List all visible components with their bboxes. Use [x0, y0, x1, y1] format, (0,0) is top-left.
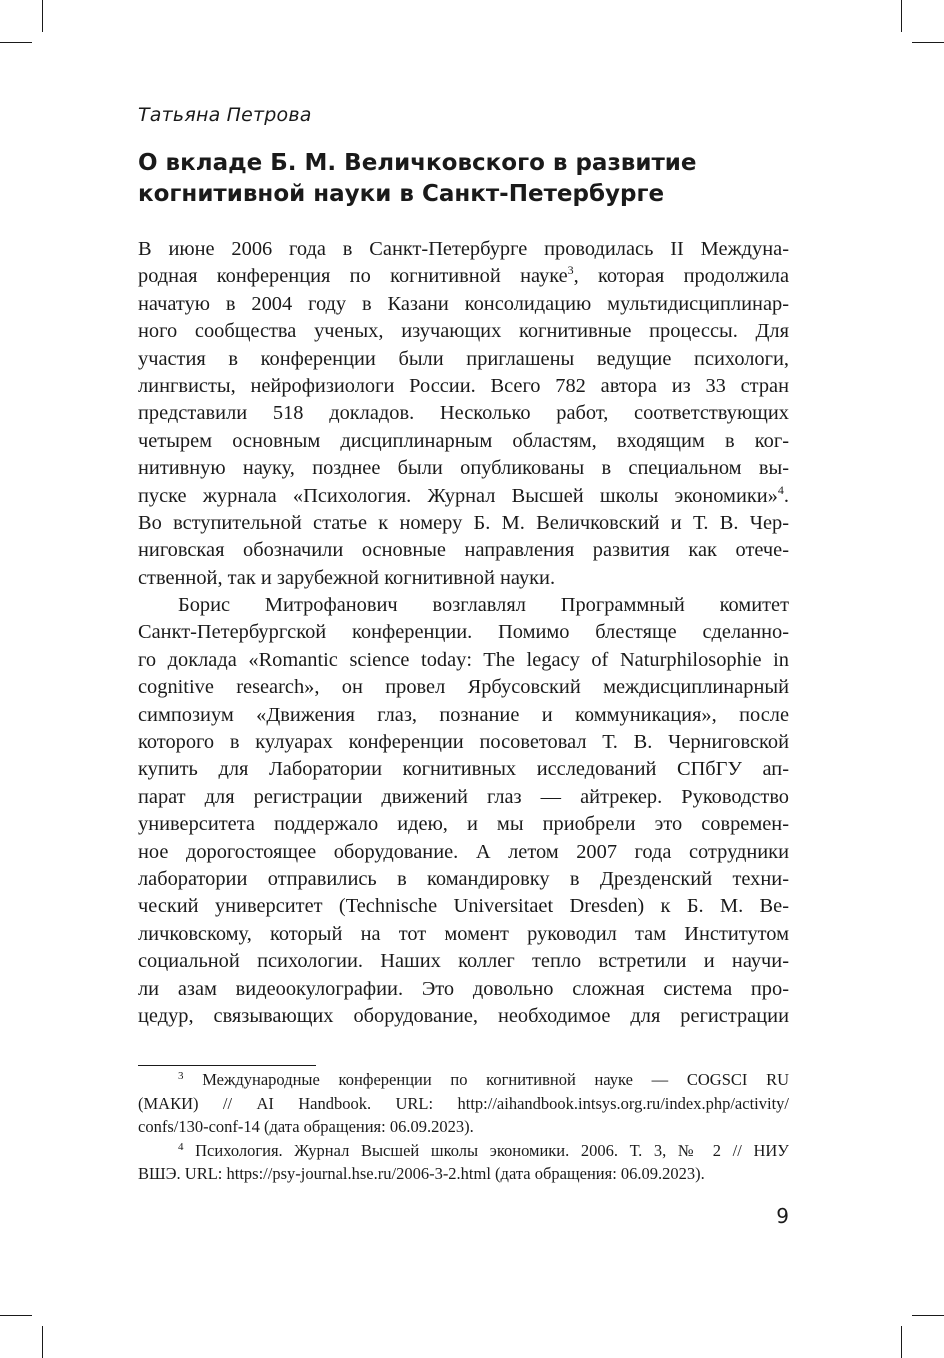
footnote-line: ВШЭ. URL: https://psy-journal.hse.ru/2006-3-2.html (дата обращения: 06.09.2023). [138, 1164, 705, 1184]
crop-mark [912, 1315, 944, 1316]
body-text [138, 236, 789, 1030]
text-line: парат для регистрации движений глаз — айтрекер. Руководство [138, 785, 789, 808]
page-number: 9 [776, 1204, 789, 1228]
text-line: четырем основным дисциплинарным областям, входящим в ког- [138, 429, 789, 452]
text-line: участия в конференции были приглашены ведущие психологи, [138, 347, 789, 370]
text-line: пуске журнала «Психология. Журнал Высшей школы экономики»$^4$. [138, 482, 789, 507]
crop-mark [901, 0, 902, 32]
text-line: ного сообщества ученых, изучающих когнитивные процессы. Для [138, 320, 789, 343]
footnote-line: $^3$ Международные конференции по когнитивной науке — COGSCI RU [178, 1070, 789, 1089]
text-line: родная конференция по когнитивной науке$^3$, которая продолжила [138, 263, 789, 288]
chapter-title [138, 148, 798, 210]
text-line: симпозиум «Движения глаз, познание и коммуникация», после [138, 703, 789, 726]
text-line: социальной психологии. Наших коллег тепло встретили и научи- [138, 950, 789, 973]
text-line: личковскому, который на тот момент руководил там Институтом [138, 922, 789, 945]
footnote-marker: 4 [178, 1140, 184, 1153]
text-line: цедур, связывающих оборудование, необходимое для регистрации [138, 1004, 789, 1027]
paragraph-1 [138, 236, 789, 592]
text-line: ное дорогостоящее оборудование. А летом 2007 года сотрудники [138, 840, 789, 863]
text-line: Борис Митрофанович возглавлял Программный комитет [178, 594, 789, 617]
chapter-title-line: когнитивной науки в Санкт-Петербурге [138, 181, 665, 207]
footnote-4 [138, 1139, 789, 1186]
crop-mark [0, 1315, 32, 1316]
text-line: го доклада «Romantic science today: The legacy of Naturphilosophie in [138, 648, 789, 671]
chapter-title-line: О вкладе Б. М. Величковского в развитие [138, 150, 697, 176]
crop-mark [42, 1326, 43, 1358]
text-line: ниговская обозначили основные направления развития как отече- [138, 539, 789, 562]
text-line: ли азам видеоокулографии. Это довольно сложная система про- [138, 977, 789, 1000]
footnote-3 [138, 1068, 789, 1139]
crop-mark [901, 1326, 902, 1358]
footnote-separator [138, 1065, 316, 1066]
text-line: лаборатории отправились в командировку в Дрезденский техни- [138, 867, 789, 890]
crop-mark [42, 0, 43, 32]
text-line: Во вступительной статье к номеру Б. М. Величковский и Т. В. Чер- [138, 511, 789, 534]
text-line: ственной, так и зарубежной когнитивной науки. [138, 566, 556, 589]
text-line: лингвисты, нейрофизиологи России. Всего 782 автора из 33 стран [138, 374, 789, 397]
footnote-marker: 3 [178, 1070, 184, 1082]
text-line: В июне 2006 года в Санкт-Петербурге проводилась II Междуна- [138, 238, 789, 260]
text-line: нитивную науку, позднее были опубликованы в специальном вы- [138, 457, 789, 480]
footnote-line: $^4$ Психология. Журнал Высшей школы экономики. 2006. Т. 3, № 2 // НИУ [178, 1140, 789, 1160]
footnote-ref-4[interactable]: 4 [777, 482, 784, 497]
text-line: ческий университет (Technische Universitaet Dresden) к Б. М. Ве- [138, 895, 789, 918]
text-line: которого в кулуарах конференции посоветовал Т. В. Черниговской [138, 731, 789, 754]
footnote-ref-3[interactable]: 3 [567, 263, 574, 278]
crop-mark [0, 42, 32, 43]
text-line: cognitive research», он провел Ярбусовский междисциплинарный [138, 676, 789, 699]
crop-mark [912, 42, 944, 43]
author-name: Татьяна Петрова [138, 104, 312, 126]
text-line: начатую в 2004 году в Казани консолидацию мультидисциплинар- [138, 292, 789, 315]
footnote-line: (МАКИ) // AI Handbook. URL: http://aihandbook.intsys.org.ru/index.php/activity/ [138, 1093, 789, 1113]
paragraph-2 [138, 592, 789, 1030]
text-line: представили 518 докладов. Несколько работ, соответствующих [138, 402, 789, 425]
footnote-line: confs/130-conf-14 (дата обращения: 06.09.2023). [138, 1117, 474, 1137]
text-line: университета поддержало идею, и мы приобрели это современ- [138, 813, 789, 836]
text-line: купить для Лаборатории когнитивных исследований СПбГУ ап- [138, 758, 789, 781]
text-line: Санкт-Петербургской конференции. Помимо блестяще сделанно- [138, 621, 789, 644]
footnotes [138, 1068, 789, 1186]
